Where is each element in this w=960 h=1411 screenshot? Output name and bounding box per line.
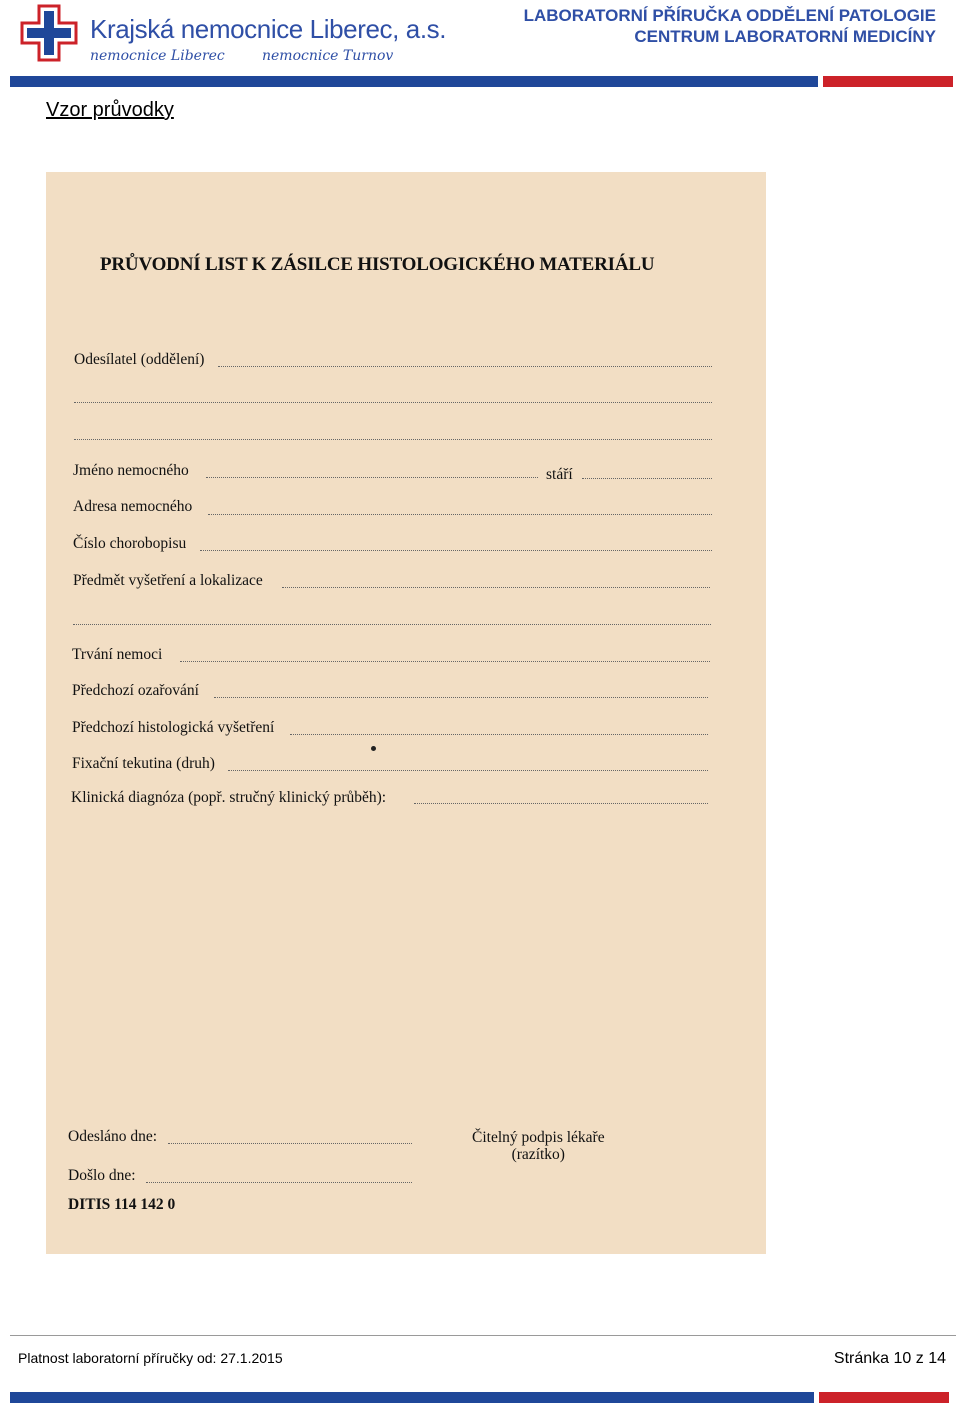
field-received-on-line	[146, 1182, 412, 1183]
field-record-number-line	[200, 550, 712, 551]
field-address-line	[208, 514, 712, 515]
field-sender-line	[218, 366, 712, 367]
field-sender-line-2	[74, 402, 712, 403]
field-age-label: stáří	[546, 466, 573, 483]
logo-sub-turnov: nemocnice Turnov	[262, 48, 394, 64]
signature-label: Čitelný podpis lékaře	[472, 1129, 605, 1146]
logo-sub-liberec: nemocnice Liberec	[90, 48, 225, 64]
footer-validity: Platnost laboratorní příručky od: 27.1.2015	[18, 1350, 283, 1366]
field-fixative-label: Fixační tekutina (druh)	[72, 755, 215, 772]
field-sent-on-line	[168, 1143, 412, 1144]
field-fixative-line	[228, 770, 708, 771]
footer-red-bar	[819, 1392, 949, 1403]
field-prior-histology-line	[290, 734, 708, 735]
header-red-bar	[823, 76, 953, 87]
signature-block	[472, 1129, 605, 1163]
footer-blue-bar	[10, 1392, 814, 1403]
red-cross-icon	[20, 4, 78, 62]
field-duration-label: Trvání nemoci	[72, 646, 163, 663]
form-title: PRŮVODNÍ LIST K ZÁSILCE HISTOLOGICKÉHO MATERIÁLU	[100, 254, 655, 275]
field-prior-radiation-line	[214, 697, 708, 698]
logo-hospital-name: Krajská nemocnice Liberec, a.s.	[90, 14, 447, 44]
footer-divider	[10, 1335, 956, 1336]
header-title-line-1: LABORATORNÍ PŘÍRUČKA ODDĚLENÍ PATOLOGIE	[523, 6, 936, 25]
field-address-label: Adresa nemocného	[73, 498, 193, 515]
field-patient-name-label: Jméno nemocného	[73, 462, 189, 479]
form-code: DITIS 114 142 0	[68, 1196, 176, 1213]
field-sent-on-label: Odesláno dne:	[68, 1128, 158, 1145]
stamp-label: (razítko)	[511, 1146, 565, 1163]
field-patient-name-line	[206, 477, 538, 478]
field-sender-line-3	[74, 439, 712, 440]
field-received-on-label: Došlo dne:	[68, 1167, 136, 1184]
field-sender-label: Odesílatel (oddělení)	[74, 351, 205, 368]
form-scan	[46, 172, 766, 1254]
field-duration-line	[180, 661, 710, 662]
field-subject-line	[282, 587, 710, 588]
field-age-line	[582, 478, 712, 479]
field-subject-line-2	[73, 624, 711, 625]
paper-speck	[371, 746, 376, 751]
hospital-logo	[20, 4, 447, 64]
field-subject-label: Předmět vyšetření a lokalizace	[73, 572, 263, 589]
header-title-line-2: CENTRUM LABORATORNÍ MEDICÍNY	[634, 27, 936, 46]
field-record-number-label: Číslo chorobopisu	[73, 535, 187, 552]
field-prior-radiation-label: Předchozí ozařování	[72, 682, 199, 699]
section-title: Vzor průvodky	[46, 99, 174, 121]
document-header-title	[524, 5, 936, 47]
footer-page-number: Stránka 10 z 14	[833, 1350, 946, 1367]
field-prior-histology-label: Předchozí histologická vyšetření	[72, 719, 275, 736]
field-clinical-diagnosis-label: Klinická diagnóza (popř. stručný klinický průběh):	[71, 789, 387, 806]
field-clinical-diagnosis-line	[414, 803, 708, 804]
header-blue-bar	[10, 76, 818, 87]
